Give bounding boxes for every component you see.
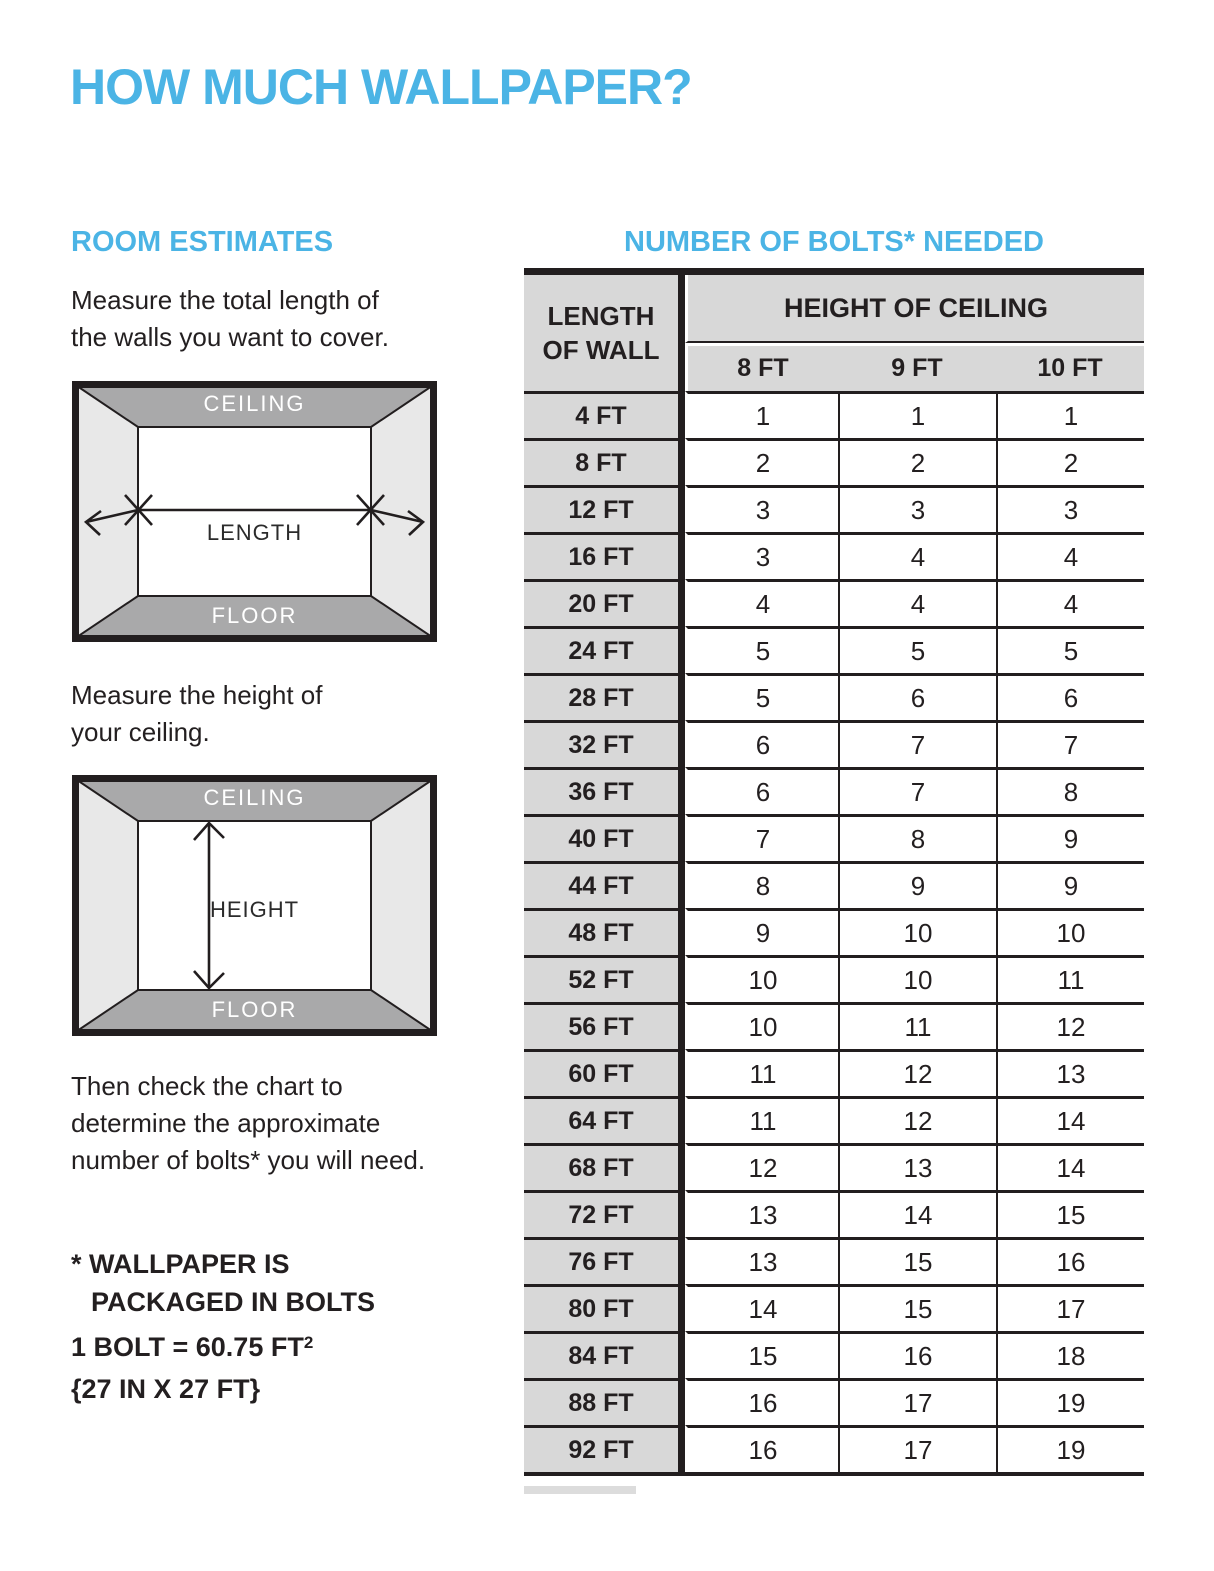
table-row bbox=[524, 1096, 1144, 1143]
ceiling-label: CEILING bbox=[203, 391, 306, 416]
bolts-9ft-cell: 16 bbox=[838, 1331, 996, 1378]
bolts-8ft-cell: 12 bbox=[685, 1143, 838, 1190]
bolts-10ft-cell: 4 bbox=[996, 579, 1144, 626]
paragraph-line: number of bolts* you will need. bbox=[71, 1145, 426, 1175]
length-of-wall-line: LENGTH bbox=[547, 301, 655, 331]
bolts-8ft-cell: 5 bbox=[685, 626, 838, 673]
bolts-10ft-cell: 9 bbox=[996, 861, 1144, 908]
wall-length-cell: 32 FT bbox=[524, 720, 685, 767]
bolts-9ft-cell: 14 bbox=[838, 1190, 996, 1237]
wall-length-cell: 44 FT bbox=[524, 861, 685, 908]
bolts-9ft-cell: 15 bbox=[838, 1284, 996, 1331]
wallpaper-footnote bbox=[71, 1245, 375, 1321]
bolts-8ft-cell: 10 bbox=[685, 955, 838, 1002]
squared-superscript: 2 bbox=[303, 1333, 314, 1352]
paragraph-line: the walls you want to cover. bbox=[71, 322, 389, 352]
wall-length-cell: 68 FT bbox=[524, 1143, 685, 1190]
bolts-10ft-cell: 13 bbox=[996, 1049, 1144, 1096]
bolts-8ft-cell: 11 bbox=[685, 1096, 838, 1143]
table-row bbox=[524, 720, 1144, 767]
bolts-10ft-cell: 2 bbox=[996, 438, 1144, 485]
wall-length-cell: 88 FT bbox=[524, 1378, 685, 1425]
wall-length-cell: 92 FT bbox=[524, 1425, 685, 1472]
wall-length-cell: 28 FT bbox=[524, 673, 685, 720]
wall-length-cell: 8 FT bbox=[524, 438, 685, 485]
table-row bbox=[524, 1049, 1144, 1096]
bolts-9ft-cell: 7 bbox=[838, 720, 996, 767]
height-label: HEIGHT bbox=[209, 897, 300, 922]
bolts-8ft-cell: 7 bbox=[685, 814, 838, 861]
bolts-10ft-cell: 14 bbox=[996, 1096, 1144, 1143]
paragraph-line: Then check the chart to bbox=[71, 1071, 343, 1101]
table-row bbox=[524, 485, 1144, 532]
bolts-9ft-cell: 12 bbox=[838, 1049, 996, 1096]
paragraph-line: your ceiling. bbox=[71, 717, 210, 747]
bolts-8ft-cell: 14 bbox=[685, 1284, 838, 1331]
bolts-8ft-cell: 13 bbox=[685, 1237, 838, 1284]
ceiling-9ft-header: 9 FT bbox=[838, 343, 996, 391]
bolts-8ft-cell: 16 bbox=[685, 1378, 838, 1425]
bolts-needed-heading: NUMBER OF BOLTS* NEEDED bbox=[624, 226, 1044, 258]
table-row bbox=[524, 579, 1144, 626]
footnote-line: * WALLPAPER IS bbox=[71, 1249, 290, 1279]
table-row bbox=[524, 673, 1144, 720]
bolts-10ft-cell: 6 bbox=[996, 673, 1144, 720]
bolts-table-container bbox=[524, 268, 1144, 1476]
bolts-8ft-cell: 11 bbox=[685, 1049, 838, 1096]
bolts-9ft-cell: 4 bbox=[838, 532, 996, 579]
bolts-8ft-cell: 13 bbox=[685, 1190, 838, 1237]
ceiling-8ft-header: 8 FT bbox=[685, 343, 838, 391]
bolts-9ft-cell: 12 bbox=[838, 1096, 996, 1143]
bolts-10ft-cell: 19 bbox=[996, 1378, 1144, 1425]
table-row bbox=[524, 1002, 1144, 1049]
wall-length-cell: 48 FT bbox=[524, 908, 685, 955]
table-row bbox=[524, 438, 1144, 485]
floor-label: FLOOR bbox=[211, 603, 298, 628]
bolts-8ft-cell: 10 bbox=[685, 1002, 838, 1049]
bolts-10ft-cell: 12 bbox=[996, 1002, 1144, 1049]
bolt-size-info bbox=[71, 1322, 313, 1410]
wall-length-cell: 16 FT bbox=[524, 532, 685, 579]
table-bottom-artifact bbox=[524, 1486, 636, 1494]
bolts-10ft-cell: 11 bbox=[996, 955, 1144, 1002]
bolts-9ft-cell: 17 bbox=[838, 1425, 996, 1472]
bolts-9ft-cell: 1 bbox=[838, 391, 996, 438]
bolts-9ft-cell: 8 bbox=[838, 814, 996, 861]
height-of-ceiling-header: HEIGHT OF CEILING bbox=[685, 275, 1144, 343]
wall-length-cell: 84 FT bbox=[524, 1331, 685, 1378]
wall-length-cell: 20 FT bbox=[524, 579, 685, 626]
bolts-8ft-cell: 4 bbox=[685, 579, 838, 626]
bolts-9ft-cell: 7 bbox=[838, 767, 996, 814]
bolts-9ft-cell: 3 bbox=[838, 485, 996, 532]
bolts-8ft-cell: 5 bbox=[685, 673, 838, 720]
wall-length-cell: 36 FT bbox=[524, 767, 685, 814]
floor-label: FLOOR bbox=[211, 997, 298, 1022]
table-row bbox=[524, 1378, 1144, 1425]
bolts-8ft-cell: 6 bbox=[685, 720, 838, 767]
wall-length-cell: 40 FT bbox=[524, 814, 685, 861]
length-of-wall-header bbox=[524, 275, 685, 391]
wall-length-cell: 56 FT bbox=[524, 1002, 685, 1049]
bolts-9ft-cell: 10 bbox=[838, 908, 996, 955]
wall-length-cell: 24 FT bbox=[524, 626, 685, 673]
bolts-10ft-cell: 4 bbox=[996, 532, 1144, 579]
footnote-line: PACKAGED IN BOLTS bbox=[91, 1287, 376, 1317]
wall-length-cell: 12 FT bbox=[524, 485, 685, 532]
paragraph-line: Measure the height of bbox=[71, 680, 323, 710]
bolts-8ft-cell: 6 bbox=[685, 767, 838, 814]
bolts-table bbox=[524, 268, 1144, 1476]
bolts-10ft-cell: 7 bbox=[996, 720, 1144, 767]
bolts-8ft-cell: 9 bbox=[685, 908, 838, 955]
bolts-9ft-cell: 2 bbox=[838, 438, 996, 485]
table-row bbox=[524, 1284, 1144, 1331]
bolts-9ft-cell: 13 bbox=[838, 1143, 996, 1190]
paragraph-line: determine the approximate bbox=[71, 1108, 381, 1138]
paragraph-measure-length bbox=[71, 282, 389, 356]
wall-length-cell: 4 FT bbox=[524, 391, 685, 438]
bolts-9ft-cell: 10 bbox=[838, 955, 996, 1002]
table-row bbox=[524, 532, 1144, 579]
bolt-equation-text: 1 BOLT = 60.75 FT bbox=[71, 1332, 304, 1362]
table-row bbox=[524, 1190, 1144, 1237]
bolts-9ft-cell: 17 bbox=[838, 1378, 996, 1425]
bolts-8ft-cell: 1 bbox=[685, 391, 838, 438]
wall-length-cell: 72 FT bbox=[524, 1190, 685, 1237]
table-row bbox=[524, 955, 1144, 1002]
table-row bbox=[524, 391, 1144, 438]
bolts-10ft-cell: 17 bbox=[996, 1284, 1144, 1331]
table-row bbox=[524, 626, 1144, 673]
room-estimates-heading: ROOM ESTIMATES bbox=[71, 226, 334, 258]
wall-length-cell: 80 FT bbox=[524, 1284, 685, 1331]
bolt-equation bbox=[71, 1322, 313, 1368]
wall-length-cell: 60 FT bbox=[524, 1049, 685, 1096]
bolts-8ft-cell: 3 bbox=[685, 532, 838, 579]
room-height-diagram bbox=[72, 775, 437, 1036]
bolts-8ft-cell: 16 bbox=[685, 1425, 838, 1472]
ceiling-label: CEILING bbox=[203, 785, 306, 810]
table-row bbox=[524, 814, 1144, 861]
bolts-10ft-cell: 16 bbox=[996, 1237, 1144, 1284]
bolts-10ft-cell: 5 bbox=[996, 626, 1144, 673]
wall-length-cell: 64 FT bbox=[524, 1096, 685, 1143]
bolts-10ft-cell: 9 bbox=[996, 814, 1144, 861]
bolts-10ft-cell: 8 bbox=[996, 767, 1144, 814]
bolts-9ft-cell: 6 bbox=[838, 673, 996, 720]
wall-length-cell: 76 FT bbox=[524, 1237, 685, 1284]
table-row bbox=[524, 767, 1144, 814]
bolts-9ft-cell: 9 bbox=[838, 861, 996, 908]
table-header-row-1 bbox=[524, 275, 1144, 343]
bolts-10ft-cell: 19 bbox=[996, 1425, 1144, 1472]
bolts-10ft-cell: 14 bbox=[996, 1143, 1144, 1190]
bolts-8ft-cell: 3 bbox=[685, 485, 838, 532]
room-length-diagram bbox=[72, 381, 437, 642]
bolts-8ft-cell: 2 bbox=[685, 438, 838, 485]
table-row bbox=[524, 1143, 1144, 1190]
bolts-8ft-cell: 8 bbox=[685, 861, 838, 908]
table-row bbox=[524, 1331, 1144, 1378]
bolts-10ft-cell: 3 bbox=[996, 485, 1144, 532]
paragraph-measure-height bbox=[71, 677, 323, 751]
bolts-8ft-cell: 15 bbox=[685, 1331, 838, 1378]
bolts-10ft-cell: 18 bbox=[996, 1331, 1144, 1378]
wall-length-cell: 52 FT bbox=[524, 955, 685, 1002]
bolts-10ft-cell: 10 bbox=[996, 908, 1144, 955]
bolts-9ft-cell: 15 bbox=[838, 1237, 996, 1284]
table-row bbox=[524, 861, 1144, 908]
page-title: HOW MUCH WALLPAPER? bbox=[70, 59, 692, 115]
bolts-10ft-cell: 1 bbox=[996, 391, 1144, 438]
table-row bbox=[524, 908, 1144, 955]
bolts-9ft-cell: 4 bbox=[838, 579, 996, 626]
bolt-dimensions: {27 IN X 27 FT} bbox=[71, 1374, 261, 1404]
ceiling-10ft-header: 10 FT bbox=[996, 343, 1144, 391]
bolts-9ft-cell: 5 bbox=[838, 626, 996, 673]
length-label: LENGTH bbox=[206, 520, 303, 545]
table-row bbox=[524, 1237, 1144, 1284]
table-row bbox=[524, 1425, 1144, 1472]
paragraph-check-chart bbox=[71, 1068, 425, 1179]
bolts-10ft-cell: 15 bbox=[996, 1190, 1144, 1237]
paragraph-line: Measure the total length of bbox=[71, 285, 379, 315]
bolts-9ft-cell: 11 bbox=[838, 1002, 996, 1049]
length-of-wall-line: OF WALL bbox=[542, 335, 660, 365]
